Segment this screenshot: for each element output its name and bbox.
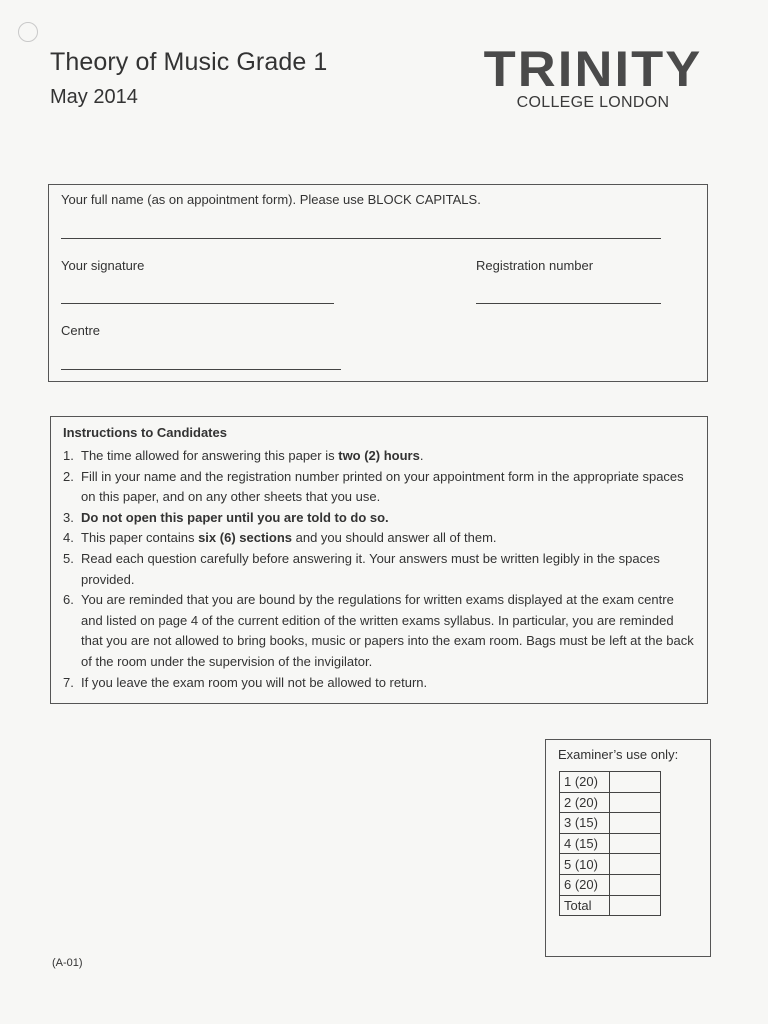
exam-date: May 2014 — [50, 86, 138, 108]
instructions-title: Instructions to Candidates — [63, 425, 227, 440]
table-row — [560, 833, 661, 854]
examiner-use-box — [545, 739, 711, 957]
paper-code: (A-01) — [52, 957, 83, 969]
section-label: 1 (20) — [560, 772, 610, 793]
score-cell[interactable] — [610, 792, 661, 813]
full-name-field[interactable] — [61, 238, 661, 239]
instruction-item: 7. If you leave the exam room you will not be allowed to return. — [63, 674, 428, 690]
total-label: Total — [560, 895, 610, 916]
table-row — [560, 895, 661, 916]
logo-subtitle: COLLEGE LONDON — [516, 94, 670, 111]
score-cell[interactable] — [610, 772, 661, 793]
full-name-label: Your full name (as on appointment form). Please use BLOCK CAPITALS. — [61, 192, 481, 207]
score-table — [559, 771, 661, 916]
examiner-title: Examiner’s use only: — [558, 747, 679, 762]
instruction-item: 6. You are reminded that you are bound by the regulations for written exams displayed at the exam centre and listed on page 4 of the current edition of the written exams syllabus. In particular, you are reminded that you are not allowed to bring books, music or papers into the exam room. Bags must be left at the back of the room under the supervision of the invigilator. — [63, 592, 694, 669]
registration-number-label: Registration number — [476, 258, 594, 273]
candidate-details-box — [48, 184, 708, 382]
instruction-item: 5. Read each question carefully before answering it. Your answers must be written legibly in the spaces provided. — [63, 550, 660, 587]
table-row — [560, 772, 661, 793]
trinity-logo — [478, 41, 708, 112]
punch-hole — [18, 22, 38, 42]
instructions-list — [63, 446, 695, 693]
section-label: 6 (20) — [560, 874, 610, 895]
table-row — [560, 792, 661, 813]
section-label: 4 (15) — [560, 833, 610, 854]
score-cell[interactable] — [610, 854, 661, 875]
centre-label: Centre — [61, 323, 101, 338]
section-label: 2 (20) — [560, 792, 610, 813]
score-cell[interactable] — [610, 813, 661, 834]
table-row — [560, 854, 661, 875]
centre-field[interactable] — [61, 369, 341, 370]
section-label: 5 (10) — [560, 854, 610, 875]
score-cell[interactable] — [610, 874, 661, 895]
page-title: Theory of Music Grade 1 — [50, 48, 328, 76]
table-row — [560, 874, 661, 895]
table-row — [560, 813, 661, 834]
instruction-item: 4. This paper contains six (6) sections and you should answer all of them. — [63, 530, 497, 546]
instructions-box — [50, 416, 708, 704]
logo-wordmark: TRINITY — [483, 41, 703, 97]
score-cell[interactable] — [610, 833, 661, 854]
signature-label: Your signature — [61, 258, 145, 273]
signature-field[interactable] — [61, 303, 334, 304]
instruction-item: 3. Do not open this paper until you are told to do so. — [63, 509, 389, 525]
instruction-item: 1. The time allowed for answering this paper is two (2) hours. — [63, 448, 424, 463]
section-label: 3 (15) — [560, 813, 610, 834]
registration-number-field[interactable] — [476, 303, 661, 304]
total-cell[interactable] — [610, 895, 661, 916]
instruction-item: 2. Fill in your name and the registration number printed on your appointment form in the appropriate spaces on this paper, and on any other sheets that you use. — [63, 468, 684, 505]
